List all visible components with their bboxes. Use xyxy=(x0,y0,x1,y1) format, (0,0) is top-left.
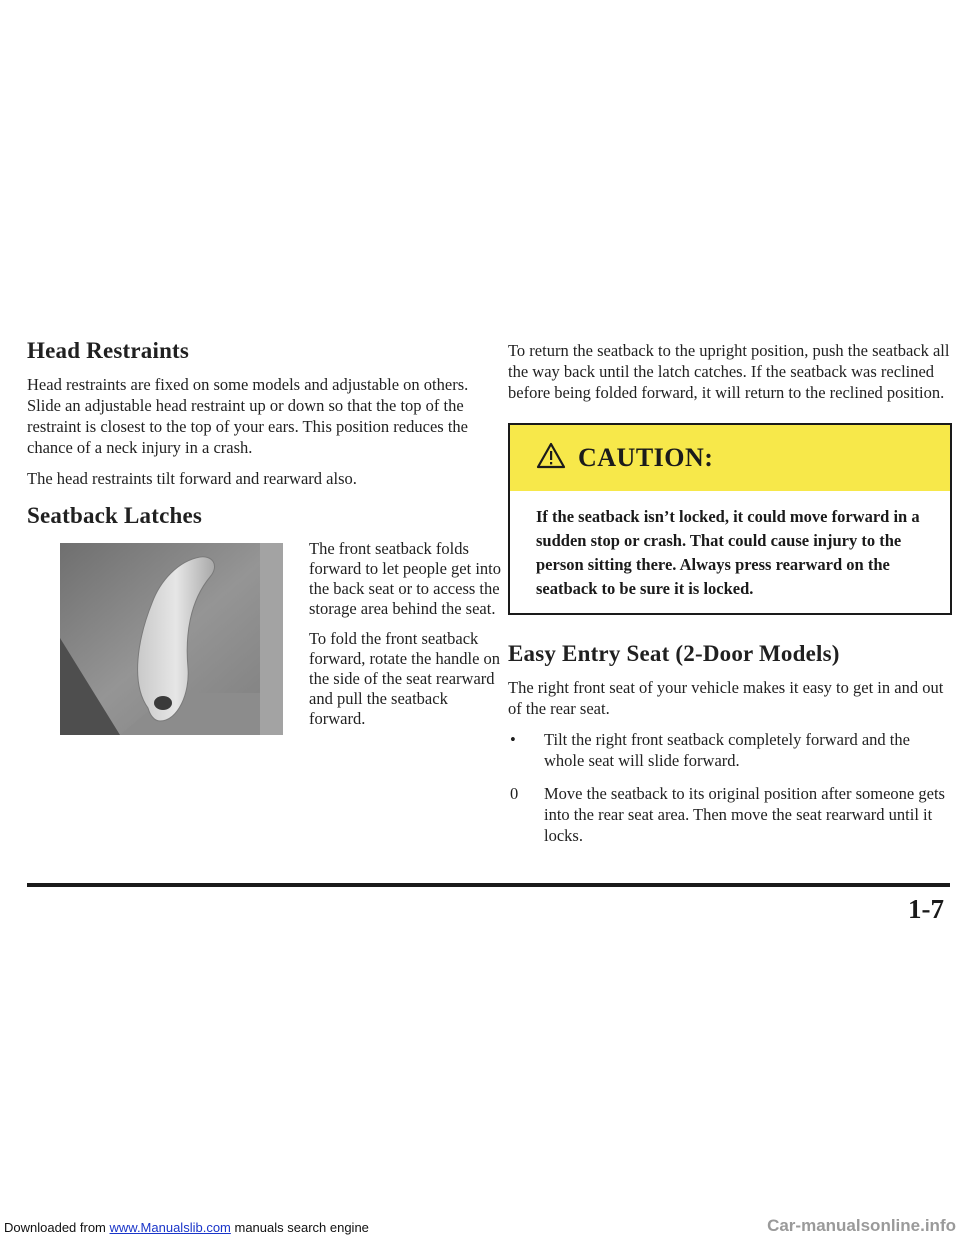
bullet-mark: 0 xyxy=(510,784,519,803)
head-restraints-heading: Head Restraints xyxy=(27,338,190,363)
easy-entry-heading: Easy Entry Seat (2-Door Models) xyxy=(508,641,840,666)
list-item-text: Tilt the right front seatback completely forward and the whole seat will slide forward. xyxy=(544,730,910,770)
download-footer xyxy=(4,1220,369,1235)
seatback-latches-text xyxy=(309,539,505,739)
left-column xyxy=(27,338,505,739)
list-item xyxy=(508,783,950,846)
warning-triangle-icon xyxy=(536,442,566,474)
caution-header xyxy=(510,425,950,491)
caution-body xyxy=(510,491,950,613)
footer-suffix: manuals search engine xyxy=(230,1220,369,1235)
list-item-text: Move the seatback to its original position after someone gets into the rear seat area. Then move the seat rearward until it locks. xyxy=(544,784,945,845)
seatback-handle-photo xyxy=(60,543,283,735)
seatback-return-paragraph: To return the seatback to the upright position, push the seatback all the way back until the latch catches. If the seatback was reclined before being folded forward, it will return to the reclined position. xyxy=(508,341,950,402)
caution-label: CAUTION: xyxy=(578,443,714,472)
head-restraints-paragraph-1: Head restraints are fixed on some models and adjustable on others. Slide an adjustable head restraint up or down so that the top of the restraint is closest to the top of your ears. This position reduces the chance of a neck injury in a crash. xyxy=(27,375,469,457)
watermark-text: Car-manualsonline.info xyxy=(767,1216,956,1235)
footer-prefix: Downloaded from xyxy=(4,1220,110,1235)
page-number: 1-7 xyxy=(908,894,944,924)
head-restraints-paragraph-2: The head restraints tilt forward and rearward also. xyxy=(27,469,357,488)
manualslib-link[interactable]: www.Manualslib.com xyxy=(109,1220,231,1235)
bullet-mark: • xyxy=(510,730,516,749)
seatback-latches-heading: Seatback Latches xyxy=(27,503,203,528)
page-rule xyxy=(27,883,950,887)
seatback-latches-section xyxy=(27,539,505,739)
easy-entry-paragraph: The right front seat of your vehicle makes it easy to get in and out of the rear seat. xyxy=(508,678,944,718)
seatback-latches-paragraph-2: To fold the front seatback forward, rotate the handle on the side of the seat rearward and pull the seatback forward. xyxy=(309,629,501,728)
caution-text: If the seatback isn’t locked, it could move forward in a sudden stop or crash. That could cause injury to the person sitting there. Always press rearward on the seatback to be sure it is locked. xyxy=(536,507,920,598)
caution-box xyxy=(508,423,952,615)
easy-entry-list xyxy=(508,729,950,846)
list-item xyxy=(508,729,950,771)
seatback-latches-paragraph-1: The front seatback folds forward to let people get into the back seat or to access the storage area behind the seat. xyxy=(309,539,501,618)
right-column xyxy=(508,340,950,858)
